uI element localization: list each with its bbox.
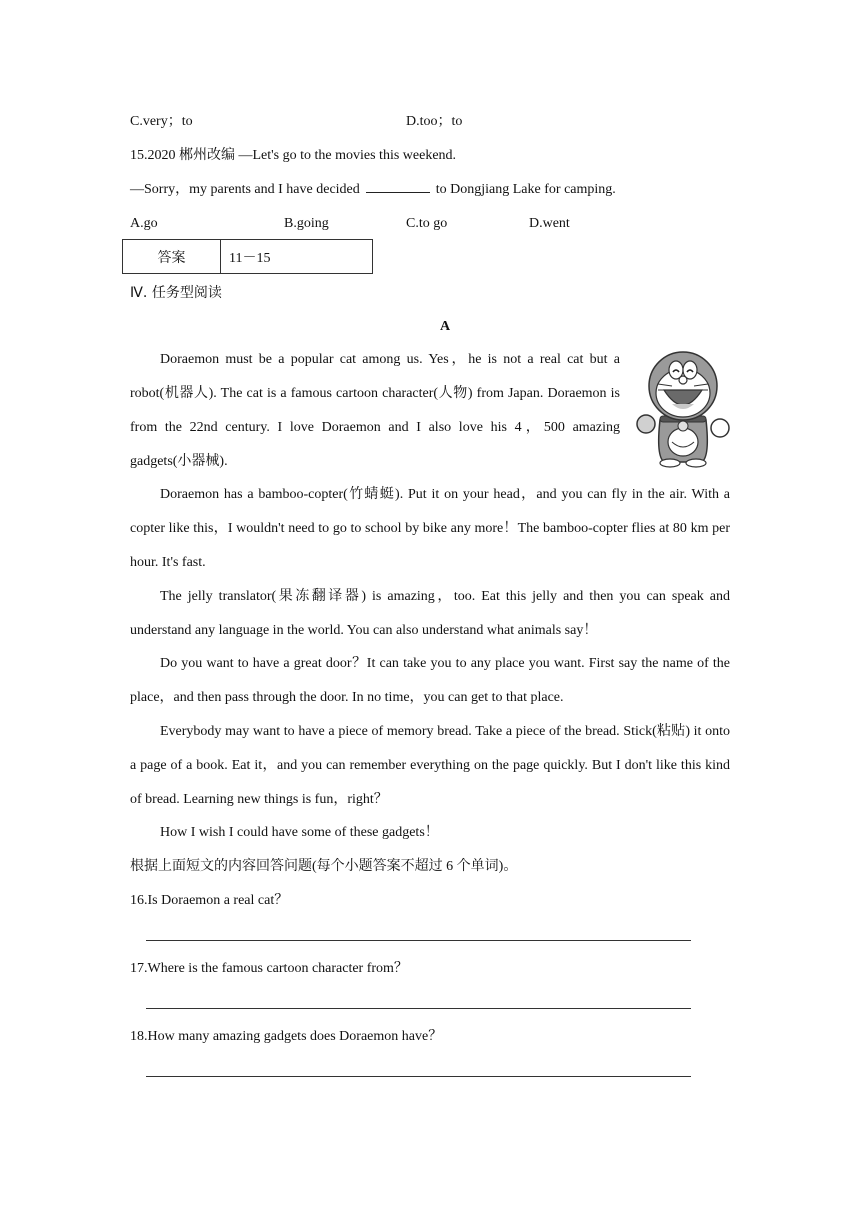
question-17: 17.Where is the famous cartoon character from？	[130, 961, 408, 976]
question-18: 18.How many amazing gadgets does Doraemon have？	[130, 1029, 443, 1044]
passage-paragraph-4: Do you want to have a great door？It can take you to any place you want. First say the name of the place，and then pass through the door. In no time，you can get to that place.	[130, 656, 730, 705]
doraemon-image	[634, 348, 732, 468]
answer-label: 答案	[123, 240, 221, 274]
passage-label: A	[440, 319, 451, 334]
answer-line-16[interactable]	[146, 939, 691, 941]
passage-paragraph-5: Everybody may want to have a piece of memory bread. Take a piece of the bread. Stick(粘贴) it onto a page of a book. Eat it，and you can remember everything on the page quickly. But I don't like this kind of bread. Learning new things is fun，right？	[130, 724, 730, 807]
q15-blank	[366, 180, 430, 193]
q15-reply-before: —Sorry，my parents and I have decided	[130, 182, 360, 197]
question-16: 16.Is Doraemon a real cat？	[130, 893, 289, 908]
answer-range: 11－15	[221, 240, 373, 274]
q14-option-d: D.too；to	[406, 114, 463, 129]
answer-table	[122, 239, 373, 274]
q15-option-a: A.go	[130, 216, 158, 231]
passage-paragraph-1: Doraemon must be a popular cat among us. Yes，he is not a real cat but a robot(机器人). The cat is a famous cartoon character(人物) from Japan. Doraemon is from the 22nd century. I love Doraemon and I also love his 4，500 amazing gadgets(小器械).	[130, 352, 620, 469]
passage-paragraph-6: How I wish I could have some of these gadgets！	[160, 825, 439, 840]
passage-paragraph-3: The jelly translator(果冻翻译器) is amazing，too. Eat this jelly and then you can speak and understand any language in the world. You can also understand what animals say！	[130, 589, 730, 638]
q15-option-c: C.to go	[406, 216, 448, 231]
q15-reply	[130, 180, 616, 200]
section-heading: Ⅳ. 任务型阅读	[130, 285, 222, 301]
passage-paragraph-2: Doraemon has a bamboo-copter(竹蜻蜓). Put it on your head，and you can fly in the air. With a copter like this，I wouldn't need to go to school by bike any more！The bamboo-copter flies at 80 km per hour. It's fast.	[130, 487, 730, 570]
q15-reply-after: to Dongjiang Lake for camping.	[435, 182, 616, 197]
q15-stem: 15.2020 郴州改编 —Let's go to the movies this weekend.	[130, 148, 457, 163]
q15-option-b: B.going	[284, 216, 329, 231]
instruction-text: 根据上面短文的内容回答问题(每个小题答案不超过 6 个单词)。	[130, 859, 518, 874]
q14-option-c: C.very；to	[130, 114, 193, 129]
answer-line-17[interactable]	[146, 1007, 691, 1009]
q15-option-d: D.went	[529, 216, 570, 231]
answer-line-18[interactable]	[146, 1075, 691, 1077]
